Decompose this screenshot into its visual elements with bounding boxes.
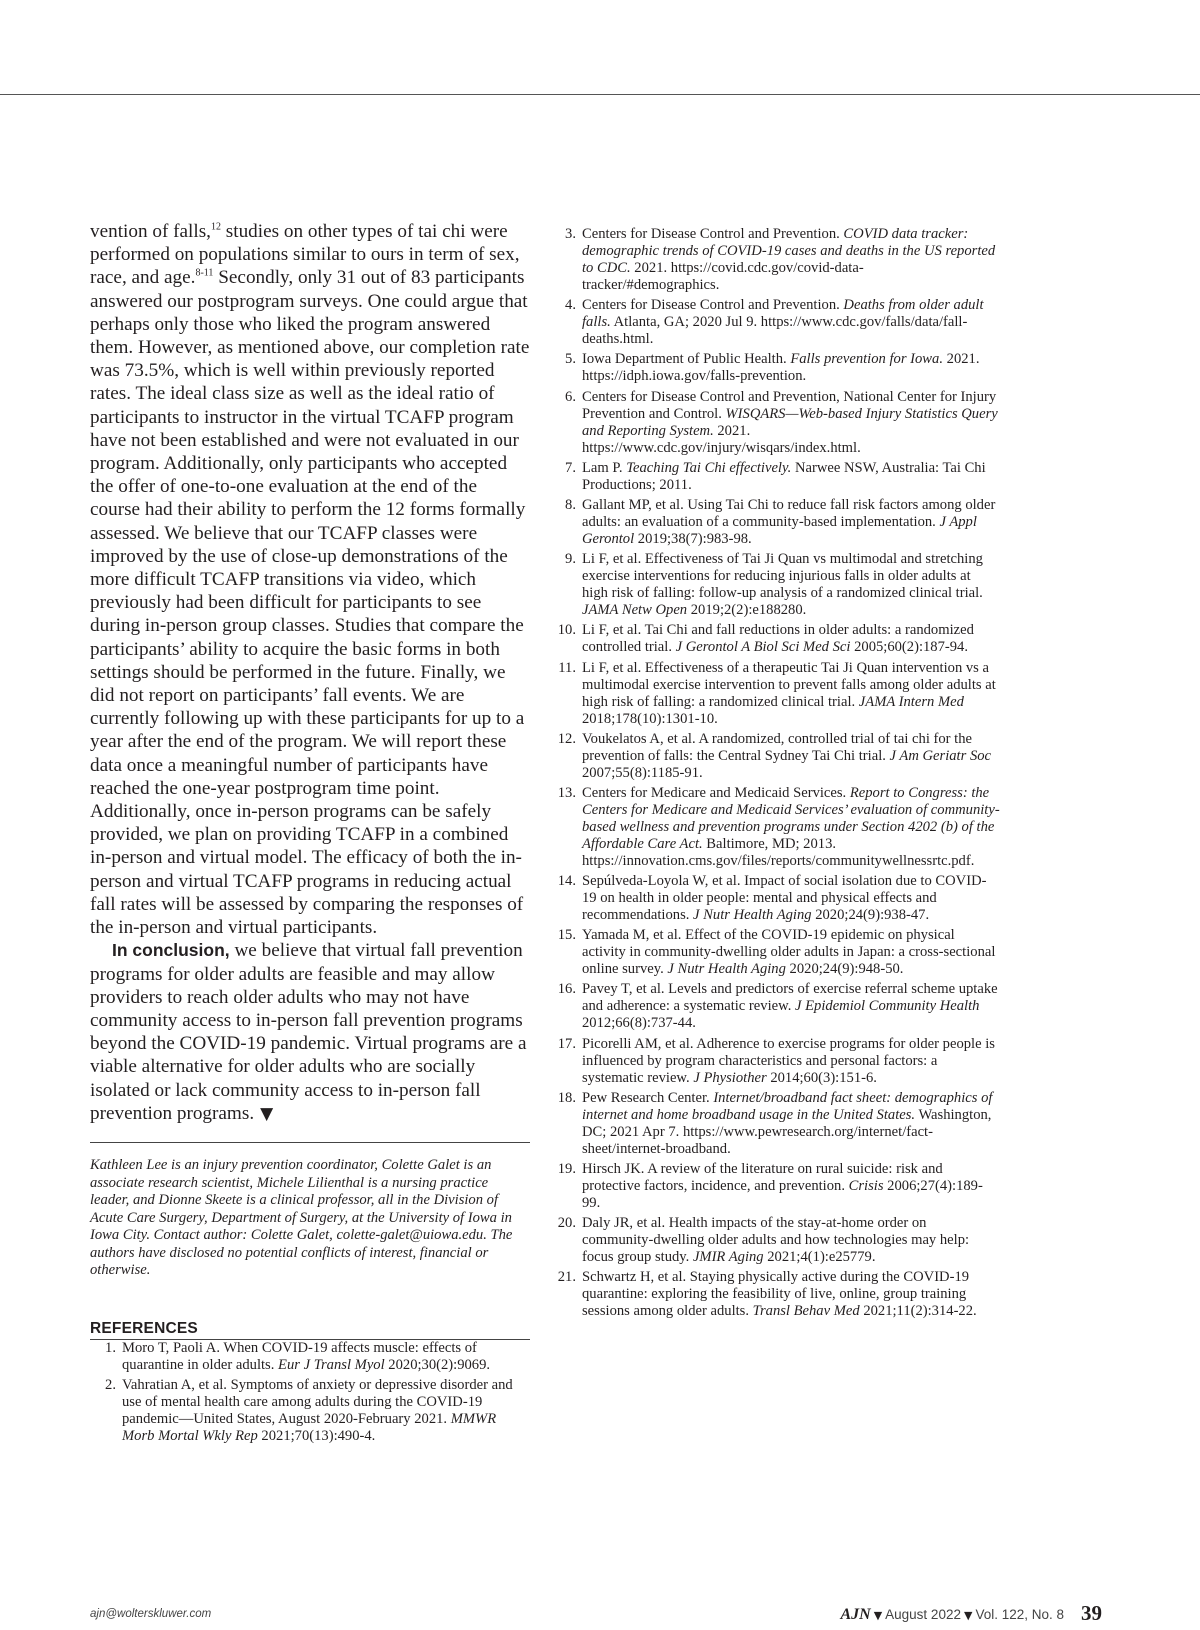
reference-number: 3. [565,226,576,242]
references-list-right [550,226,1000,1320]
text-run: we believe that virtual fall prevention programs for older adults are feasible and may allow providers to reach older adults who may not have community access to in-person fall prevention programs beyond the COVID-19 pandemic. Virtual programs are a viable alternative for older adults who are socially isolated or lack community access to in-person fall prevention programs. [90,940,527,1124]
reference-details: 2021;11(2):314-22. [859,1303,977,1320]
page-footer [90,1601,1102,1630]
reference-text: Lam P. [582,459,627,476]
reference-item [550,731,1000,782]
reference-text: Schwartz H, et al. Staying physically active during the COVID-19 quarantine: exploring the feasibility of live, online, group training sessions among older adults. [582,1269,970,1320]
reference-source: J Appl Gerontol [582,513,977,547]
body-paragraph-1 [90,220,530,939]
reference-number: 13. [557,784,576,801]
reference-number: 7. [565,459,576,476]
reference-item [550,927,1000,978]
reference-details: 2018;178(10):1301-10. [582,710,718,727]
reference-number: 9. [565,551,576,568]
reference-text: Iowa Department of Public Health. [582,351,791,368]
reference-item [550,981,1000,1032]
reference-source: J Physiother [693,1069,767,1086]
references-heading-rule [90,1320,530,1340]
reference-source: Eur J Transl Myol [278,1357,385,1374]
reference-text: Centers for Disease Control and Prevention. [582,297,844,314]
top-rule [0,94,1200,95]
reference-number: 16. [557,981,576,998]
reference-source: COVID data tracker: demographic trends of COVID-19 cases and deaths in the US reported to CDC. [582,226,996,276]
text-run: studies on other types of tai chi were performed on populations similar to ours in term of sex, race, and age. [90,221,520,289]
reference-text: Pew Research Center. [582,1089,714,1106]
text-run: vention of falls, [90,221,211,242]
text-run: Secondly, only 31 out of 83 participants answered our postprogram surveys. One could argue that perhaps only those who liked the program answered them. However, as mentioned above, our completion rate was 73.5%, which is well within previously reported rates. The ideal class size as well as the ideal ratio of participants to instructor in the virtual TCAFP program have not been established and were not evaluated in our program. Additionally, only participants who accepted the offer of one-to-one evaluation at the end of the course had their ability to perform the 12 forms formally assessed. We believe that our TCAFP classes were improved by the use of close-up demonstrations of the more difficult TCAFP transitions via video, which previously had been difficult for participants to see during in-person group classes. Studies that compare the participants’ ability to acquire the basic forms in both settings should be performed in the future. Finally, we did not report on participants’ fall events. We are currently following up with these participants for up to a year after the end of the program. We will report these data once a meaningful number of participants have reached the one-year postprogram time point. Additionally, once in-person programs can be safely provided, we plan on providing TCAFP in a combined in-person and virtual model. The efficacy of both the in-person and virtual TCAFP programs in reducing actual fall rates will be assessed by comparing the responses of the in-person and virtual participants. [90,267,530,939]
reference-source: Report to Congress: the Centers for Medicare and Medicaid Services’ evaluation of community-based wellness and prevention programs under Section 4202 (b) of the Affordable Care Act. [582,784,1000,852]
reference-number: 21. [557,1269,576,1286]
reference-source: Internet/broadband fact sheet: demographics of internet and home broadband usage in the United States. [582,1089,993,1123]
reference-number: 15. [557,927,576,944]
left-column [90,220,530,1448]
reference-details: 2006;27(4):189-99. [582,1178,983,1211]
references-list-left [90,1340,530,1445]
bio-divider [90,1142,530,1143]
reference-number: 20. [557,1215,576,1232]
reference-text: Daly JR, et al. Health impacts of the stay-at-home order on community-dwelling older adults and how technologies may help: focus group study. [582,1215,970,1266]
reference-text: Gallant MP, et al. Using Tai Chi to reduce fall risk factors among older adults: an evaluation of a community-based implementation. [582,496,996,530]
reference-details: 2021. https://idph.iowa.gov/falls-prevention. [582,351,980,385]
reference-number: 2. [105,1377,116,1394]
reference-item [550,297,1000,348]
references-heading: REFERENCES [90,1320,198,1338]
reference-details: 2021;70(13):490-4. [257,1428,376,1445]
reference-details: Narwee NSW, Australia: Tai Chi Productions; 2011. [582,459,986,493]
reference-source: MMWR Morb Mortal Wkly Rep [122,1411,497,1445]
reference-number: 11. [558,659,576,676]
right-column [550,226,1000,1324]
reference-source: J Gerontol A Biol Sci Med Sci [675,639,851,656]
issue-date: August 2022 [885,1607,961,1622]
reference-number: 8. [565,496,576,513]
reference-source: Transl Behav Med [752,1303,860,1320]
reference-item [550,389,1000,457]
reference-source: J Epidemiol Community Health [795,998,980,1015]
reference-item [550,660,1000,728]
reference-number: 4. [565,297,576,314]
reference-source: WISQARS—Web-based Injury Statistics Query and Reporting System. [582,405,998,439]
reference-item [550,622,1000,656]
citation-superscript: 12 [210,221,221,233]
reference-text: Centers for Disease Control and Prevention, National Center for Injury Prevention and Control. [582,388,997,422]
reference-details: 2019;2(2):e188280. [687,602,807,619]
triangle-separator-icon: ▼ [963,1609,973,1622]
reference-item [550,1215,1000,1266]
reference-item [550,1036,1000,1087]
reference-text: Pavey T, et al. Levels and predictors of exercise referral scheme uptake and adherence: a systematic review. [582,981,998,1015]
reference-text: Vahratian A, et al. Symptoms of anxiety or depressive disorder and use of mental health care among adults during the COVID-19 pandemic—United States, August 2020-February 2021. [122,1377,513,1428]
reference-details: 2021. https://covid.cdc.gov/covid-data-tracker/#demographics. [582,260,864,293]
author-bio: Kathleen Lee is an injury prevention coordinator, Colette Galet is an associate research scientist, Michele Lilienthal is a nursing practice leader, and Dionne Skeete is a clinical professor, all in the Division of Acute Care Surgery, Department of Surgery, at the University of Iowa in Iowa City. Contact author: Colette Galet, colette-galet@uiowa.edu. The authors have disclosed no potential conflicts of interest, financial or otherwise. [90,1156,513,1279]
reference-number: 10. [557,622,576,639]
reference-source: Deaths from older adult falls. [582,297,984,331]
reference-number: 17. [557,1035,576,1052]
reference-text: Centers for Disease Control and Prevention. [582,226,844,242]
reference-text: Li F, et al. Tai Chi and fall reductions in older adults: a randomized controlled trial. [582,622,974,656]
reference-number: 18. [557,1089,576,1106]
reference-source: Falls prevention for Iowa. [790,351,943,368]
reference-text: Yamada M, et al. Effect of the COVID-19 epidemic on physical activity in community-dwelling older adults in Japan: a cross-sectional online survey. [582,927,996,978]
volume-issue: Vol. 122, No. 8 [975,1607,1064,1622]
reference-item [550,497,1000,548]
reference-item [550,1090,1000,1158]
reference-details: 2012;66(8):737-44. [582,1015,696,1032]
reference-details: 2007;55(8):1185-91. [582,764,703,781]
reference-item [550,226,1000,294]
reference-item [550,1161,1000,1212]
body-paragraph-conclusion [90,939,530,1126]
reference-details: Atlanta, GA; 2020 Jul 9. https://www.cdc.gov/falls/data/fall-deaths.html. [582,314,968,348]
reference-source: J Am Geriatr Soc [889,747,992,764]
reference-item [550,351,1000,385]
reference-source: JMIR Aging [692,1249,764,1266]
reference-details: 2014;60(3):151-6. [766,1069,877,1086]
reference-details: 2020;24(9):938-47. [811,907,930,924]
reference-item [550,460,1000,494]
reference-details: 2021. https://www.cdc.gov/injury/wisqars/index.html. [582,422,861,456]
footer-email: ajn@wolterskluwer.com [90,1608,212,1620]
reference-item [90,1377,530,1445]
reference-source: Crisis [848,1178,884,1194]
reference-text: Li F, et al. Effectiveness of Tai Ji Quan vs multimodal and stretching exercise interventions for reducing injurious falls in older adults at high risk of falling: follow-up analysis of a randomized clinical trial. [582,551,983,602]
reference-text: Hirsch JK. A review of the literature on rural suicide: risk and protective factors, incidence, and prevention. [582,1161,943,1194]
reference-details: 2020;30(2):9069. [384,1357,491,1374]
reference-details: 2020;24(9):948-50. [785,961,904,978]
reference-item [550,551,1000,619]
reference-details: 2021;4(1):e25779. [763,1249,876,1266]
page-number: 39 [1081,1601,1102,1625]
reference-text: Centers for Medicare and Medicaid Services. [582,784,850,801]
reference-source: J Nutr Health Aging [693,907,812,924]
reference-source: Teaching Tai Chi effectively. [626,459,792,476]
reference-details: Baltimore, MD; 2013. https://innovation.cms.gov/files/reports/communitywellnessrtc.pdf. [582,835,975,869]
reference-text: Sepúlveda-Loyola W, et al. Impact of social isolation due to COVID-19 on health in older people: mental and physical effects and recommendations. [582,873,987,924]
reference-item [90,1340,530,1374]
reference-item [550,873,1000,924]
triangle-separator-icon: ▼ [873,1609,883,1622]
reference-text: Voukelatos A, et al. A randomized, controlled trial of tai chi for the prevention of falls: the Central Sydney Tai Chi trial. [582,730,973,764]
reference-number: 6. [565,388,576,405]
reference-details: 2005;60(2):187-94. [850,639,969,656]
reference-item [550,785,1000,870]
reference-number: 14. [557,873,576,890]
conclusion-lead-in: In conclusion, [112,940,230,961]
reference-item [550,1269,1000,1320]
citation-superscript: 8-11 [195,268,214,280]
reference-details: 2019;38(7):983-98. [634,530,752,547]
reference-text: Moro T, Paoli A. When COVID-19 affects muscle: effects of quarantine in older adults. [122,1340,477,1374]
reference-number: 12. [557,730,576,747]
journal-name: AJN [840,1606,871,1623]
reference-source: JAMA Intern Med [858,693,964,710]
reference-number: 19. [557,1161,576,1177]
footer-journal-info [840,1606,1064,1624]
reference-text: Picorelli AM, et al. Adherence to exercise programs for older people is influenced by program characteristics and personal factors: a systematic review. [582,1035,995,1086]
reference-details: Washington, DC; 2021 Apr 7. https://www.pewresearch.org/internet/fact-sheet/internet-broadband. [582,1106,992,1157]
reference-number: 5. [565,351,576,368]
end-of-article-triangle-icon: ▼ [260,1103,274,1124]
reference-number: 1. [105,1340,116,1357]
reference-source: J Nutr Health Aging [667,961,786,978]
reference-source: JAMA Netw Open [582,602,688,619]
reference-text: Li F, et al. Effectiveness of a therapeutic Tai Ji Quan intervention vs a multimodal exercise intervention to prevent falls among older adults at high risk of falling: a randomized clinical trial. [582,659,996,710]
